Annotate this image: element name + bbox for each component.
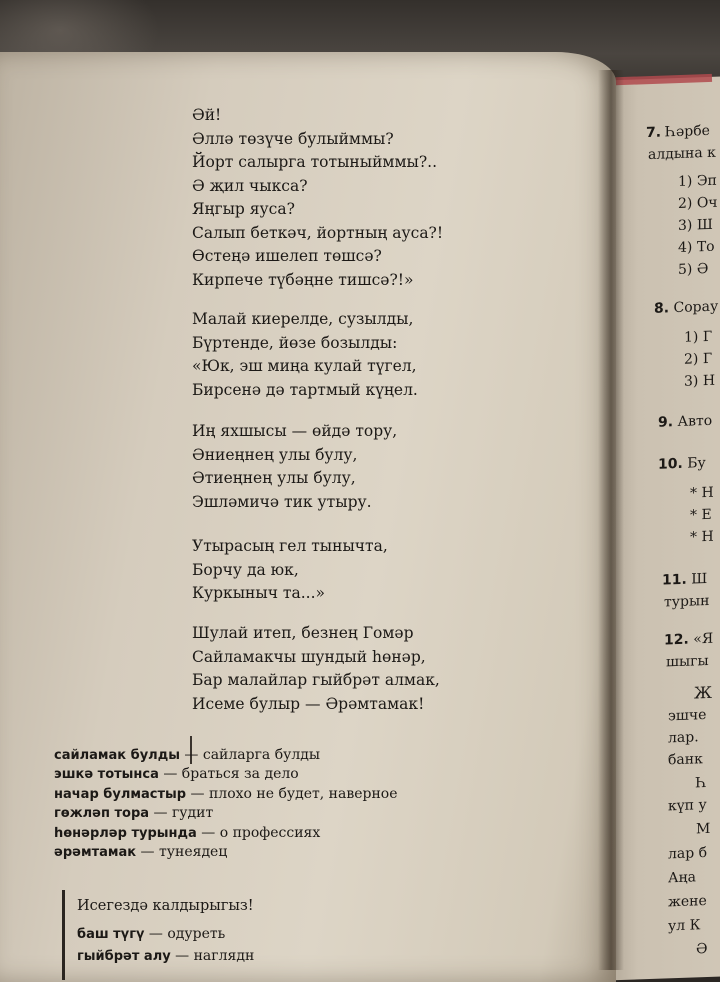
poem-line: Малай киерелде, сузылды, xyxy=(192,310,414,328)
poem-line: Салып беткәч, йортның ауса?! xyxy=(192,223,444,242)
q10-item: * Е xyxy=(690,506,712,524)
glossary-entry: гөжләп тора — гудит xyxy=(54,805,214,822)
q12-text-line: Ж xyxy=(694,682,712,703)
q8-item: 3) Н xyxy=(684,372,716,390)
poem-line: Бүртенде, йөзе бозылды: xyxy=(192,333,398,352)
q12-text-line: Аңа xyxy=(668,869,696,887)
q8-item: 2) Г xyxy=(684,350,713,368)
memo-entry: баш түгү — одуреть xyxy=(77,926,226,942)
book-gutter-shadow xyxy=(598,70,624,970)
q12-text-line: Һ xyxy=(696,775,707,792)
poem-line: Йорт салырга тотыныйммы?.. xyxy=(192,153,438,171)
glossary-entry: һөнәрләр турында — о профессиях xyxy=(54,824,321,841)
q10-item: * Н xyxy=(690,528,714,546)
q8-item: 1) Г xyxy=(684,328,713,346)
poem-line: Бар малайлар гыйбрәт алмак, xyxy=(192,671,440,689)
poem-line: Кирпече түбәңне тишсә?!» xyxy=(192,270,414,289)
glossary-entry: начар булмастыр — плохо не будет, наверное xyxy=(54,785,398,802)
poem-stanza-2 xyxy=(192,308,418,402)
memo-entry: гыйбрәт алу — наглядн xyxy=(77,948,255,964)
question-9: 9. Авто xyxy=(658,412,713,431)
poem-line: Әтиеңнең улы булу, xyxy=(192,469,356,487)
poem-stanza-3 xyxy=(192,420,397,514)
q10-item: * Н xyxy=(690,484,714,502)
memo-box-title: Исегездә калдырыгыз! xyxy=(77,898,254,914)
question-12: 12. «Я xyxy=(664,630,714,649)
poem-line: Әллә төзүче булыйммы? xyxy=(192,129,394,148)
q12-text-line: жене xyxy=(668,892,707,911)
q12-text-line: ул К xyxy=(668,917,701,935)
question-7-line2: алдына к xyxy=(648,144,716,164)
question-7: 7. Һәрбе xyxy=(646,122,710,142)
q12-text-line: банк xyxy=(668,751,703,769)
glossary-entry: әрәмтамак — тунеядец xyxy=(54,844,228,861)
poem-line: Исеме булыр — Әрәмтамак! xyxy=(192,694,425,713)
glossary xyxy=(54,746,398,862)
poem-line: Куркыныч та...» xyxy=(192,584,325,602)
poem-line: «Юк, эш миңа кулай түгел, xyxy=(192,357,417,375)
q7-item: 2) Оч xyxy=(678,194,718,212)
poem-line: Эшләмичә тик утыру. xyxy=(192,492,372,511)
poem-line: Әниеңнең улы булу, xyxy=(192,445,358,464)
poem-line: Яңгыр яуса? xyxy=(192,200,295,218)
poem-line: Ә җил чыкса? xyxy=(192,176,308,195)
q12-text-line: лар. xyxy=(668,729,699,747)
poem-line: Борчу да юк, xyxy=(192,560,299,579)
question-8: 8. Сорау xyxy=(654,298,719,317)
glossary-entry: эшкә тотынса — браться за дело xyxy=(54,766,299,783)
question-12-line2: шыгы xyxy=(666,652,709,671)
question-10: 10. Бу xyxy=(658,455,706,473)
poem-stanza-5 xyxy=(192,622,440,716)
poem-line: Бирсенә дә тартмый күңел. xyxy=(192,380,418,399)
poem-line: Сайламакчы шундый һөнәр, xyxy=(192,647,426,666)
poem-line: Әй! xyxy=(192,106,222,124)
q12-text-line: М xyxy=(696,820,711,838)
poem-line: Иң яхшысы — өйдә тору, xyxy=(192,422,398,440)
q12-text-line: эшче xyxy=(668,707,707,725)
question-11: 11. Ш xyxy=(662,570,708,589)
poem-stanza-1 xyxy=(192,104,443,292)
q12-text-line: Ә xyxy=(696,940,708,958)
q7-item: 3) Ш xyxy=(678,216,713,234)
q7-item: 5) Ә xyxy=(678,260,709,278)
q12-text-line: лар б xyxy=(668,844,708,863)
poem-stanza-4 xyxy=(192,535,388,606)
question-11-line2: турын xyxy=(664,592,710,611)
poem-line: Утырасың гел тынычта, xyxy=(192,537,388,555)
memo-box xyxy=(62,890,535,980)
q12-text-line: күп у xyxy=(668,796,707,815)
glossary-entry: сайламак булды — сайларга булды xyxy=(54,747,321,763)
poem-line: Өстеңә ишелеп төшсә? xyxy=(192,247,382,265)
q7-item: 4) То xyxy=(678,238,715,256)
q7-item: 1) Эп xyxy=(678,172,717,190)
poem-line: Шулай итеп, безнең Гомәр xyxy=(192,624,414,642)
